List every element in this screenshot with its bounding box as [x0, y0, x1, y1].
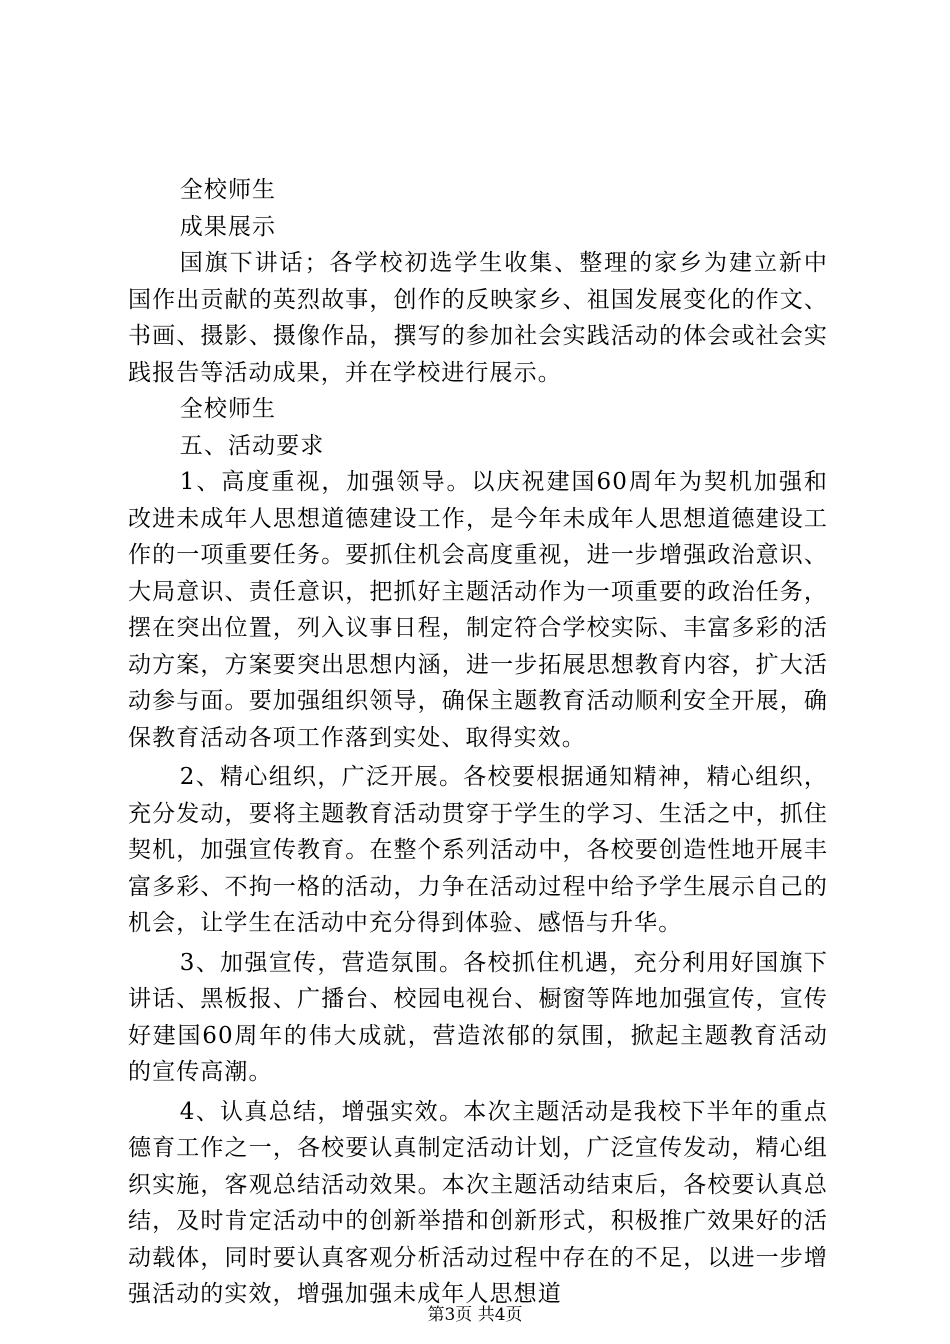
document-body — [128, 172, 828, 1313]
paragraph-participants-1: 全校师生 — [179, 177, 277, 203]
paragraph-results-heading: 成果展示 — [179, 213, 277, 240]
page-number-footer: 第3页 共4页 — [427, 1305, 523, 1325]
paragraph-requirement-2: 2、精心组织，广泛开展。各校要根据通知精神，精心组织，充分发动，要将主题教育活动贯穿于学生的学习、生活之中，抓住契机，加强宣传教育。在整个系列活动中，各校要创造性地开展丰富多彩、不拘一格的活动，力争在活动过程中给予学生展示自己的机会，让学生在活动中充分得到体验、感悟与升华。 — [128, 764, 828, 936]
paragraph-requirement-3: 3、加强宣传，营造氛围。各校抓住机遇，充分利用好国旗下讲话、黑板报、广播台、校园电视台、橱窗等阵地加强宣传，宣传好建国60周年的伟大成就，营造浓郁的氛围，掀起主题教育活动的宣传高潮。 — [128, 949, 828, 1085]
paragraph-results-content: 国旗下讲话；各学校初选学生收集、整理的家乡为建立新中国作出贡献的英烈故事，创作的反映家乡、祖国发展变化的作文、书画、摄影、摄像作品，撰写的参加社会实践活动的体会或社会实践报告等活动成果，并在学校进行展示。 — [128, 250, 828, 386]
section-heading-requirements: 五、活动要求 — [179, 432, 325, 459]
paragraph-participants-2: 全校师生 — [179, 396, 277, 422]
paragraph-requirement-1: 1、高度重视，加强领导。以庆祝建国60周年为契机加强和改进未成年人思想道德建设工作，是今年未成年人思想道德建设工作的一项重要任务。要抓住机会高度重视，进一步增强政治意识、大局意识、责任意识，把抓好主题活动作为一项重要的政治任务，摆在突出位置，列入议事日程，制定符合学校实际、丰富多彩的活动方案，方案要突出思想内涵，进一步拓展思想教育内容，扩大活动参与面。要加强组织领导，确保主题教育活动顺利安全开展，确保教育活动各项工作落到实处、取得实效。 — [128, 469, 828, 751]
paragraph-requirement-4: 4、认真总结，增强实效。本次主题活动是我校下半年的重点德育工作之一，各校要认真制定活动计划，广泛宣传发动，精心组织实施，客观总结活动效果。本次主题活动结束后，各校要认真总结，及时肯定活动中的创新举措和创新形式，积极推广效果好的活动载体，同时要认真客观分析活动过程中存在的不足，以进一步增强活动的实效，增强加强未成年人思想道 — [128, 1098, 828, 1307]
